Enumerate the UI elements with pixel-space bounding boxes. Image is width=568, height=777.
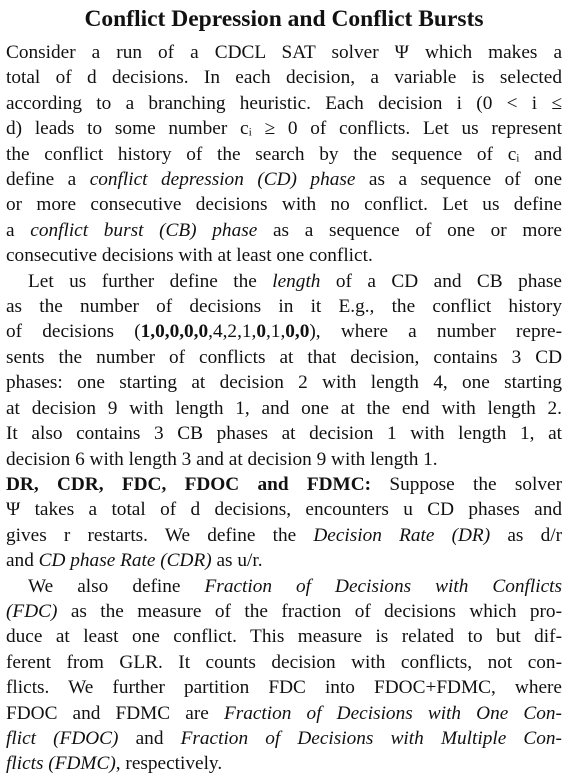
paragraph-dr-cdr [6,472,562,574]
term-fdoc: Fraction of Decisions with One Con- [223,702,562,724]
text-line: the conflict history of the search by the sequence of cᵢ and [6,143,562,165]
term-length: length [272,270,321,292]
text-line: according to a branching heuristic. Each decision i (0 < i ≤ [6,92,562,114]
text-line: flicts. We further partition FDC into FDOC+FDMC, where [6,677,562,699]
text-line: It also contains 3 CB phases at decision 1 with length 1, at [6,423,562,445]
text-line: consecutive decisions with at least one conflict. [6,245,373,267]
paragraph-fdc [6,574,562,777]
term-decision-rate: Decision Rate (DR) [313,524,491,546]
term-fdc: Fraction of Decisions with Conflicts [204,575,562,597]
text-line: phases: one starting at decision 2 with length 4, one starting [6,372,562,394]
text-line: sents the number of conflicts at that decision, contains 3 CD [6,346,562,368]
text-line: define a conflict depression (CD) phase as a sequence of one [6,169,563,191]
text-line: Let us further define the length of a CD and CB phase [28,270,562,292]
section-title: Conflict Depression and Conflict Bursts [84,6,484,32]
text-line: d) leads to some number cᵢ ≥ 0 of conflicts. Let us represent [6,118,562,140]
text-line: or more consecutive decisions with no conflict. Let us define [6,194,562,216]
text-line: total of d decisions. In each decision, a variable is selected [6,67,562,89]
paragraph-length-definition [6,269,562,472]
run-in-heading: DR, CDR, FDC, FDOC and FDMC: [6,473,372,495]
text-line: flict (FDOC) and Fraction of Decisions with Multiple Con- [6,727,562,749]
text-line: a conflict burst (CB) phase as a sequence of one or more [6,219,562,241]
text-line: and CD phase Rate (CDR) as u/r. [6,550,263,572]
text-line: DR, CDR, FDC, FDOC and FDMC: Suppose the solver [6,473,562,495]
term-fdmc: Fraction of Decisions with Multiple Con- [180,727,562,749]
text-line: ferent from GLR. It counts decision with conflicts, not con- [6,651,562,673]
term-cd-phase-rate: CD phase Rate (CDR) [38,550,212,572]
text-line: We also define Fraction of Decisions with Conflicts [28,575,562,597]
text-line: at decision 9 with length 1, and one at the end with length 2. [6,397,562,419]
text-line: (FDC) as the measure of the fraction of decisions which pro- [6,600,562,622]
text-line: Consider a run of a CDCL SAT solver Ψ which makes a [6,42,562,63]
text-line: decision 6 with length 3 and at decision 9 with length 1. [6,448,438,470]
text-line: duce at least one conflict. This measure is related to but dif- [6,626,562,648]
text-line: Ψ takes a total of d decisions, encounters u CD phases and [6,499,562,521]
text-line: as the number of decisions in it E.g., the conflict history [6,296,562,318]
term-conflict-burst: conflict burst (CB) phase [30,219,258,241]
text-line: of decisions (1,0,0,0,0,4,2,1,0,1,0,0), where a number repre- [6,321,562,343]
text-line: flicts (FDMC), respectively. [6,753,223,775]
text-line: gives r restarts. We define the Decision Rate (DR) as d/r [6,524,562,546]
text-line: FDOC and FDMC are Fraction of Decisions with One Con- [6,702,562,724]
term-conflict-depression: conflict depression (CD) phase [89,169,356,191]
paragraph-cd-cb-definition [6,40,562,269]
